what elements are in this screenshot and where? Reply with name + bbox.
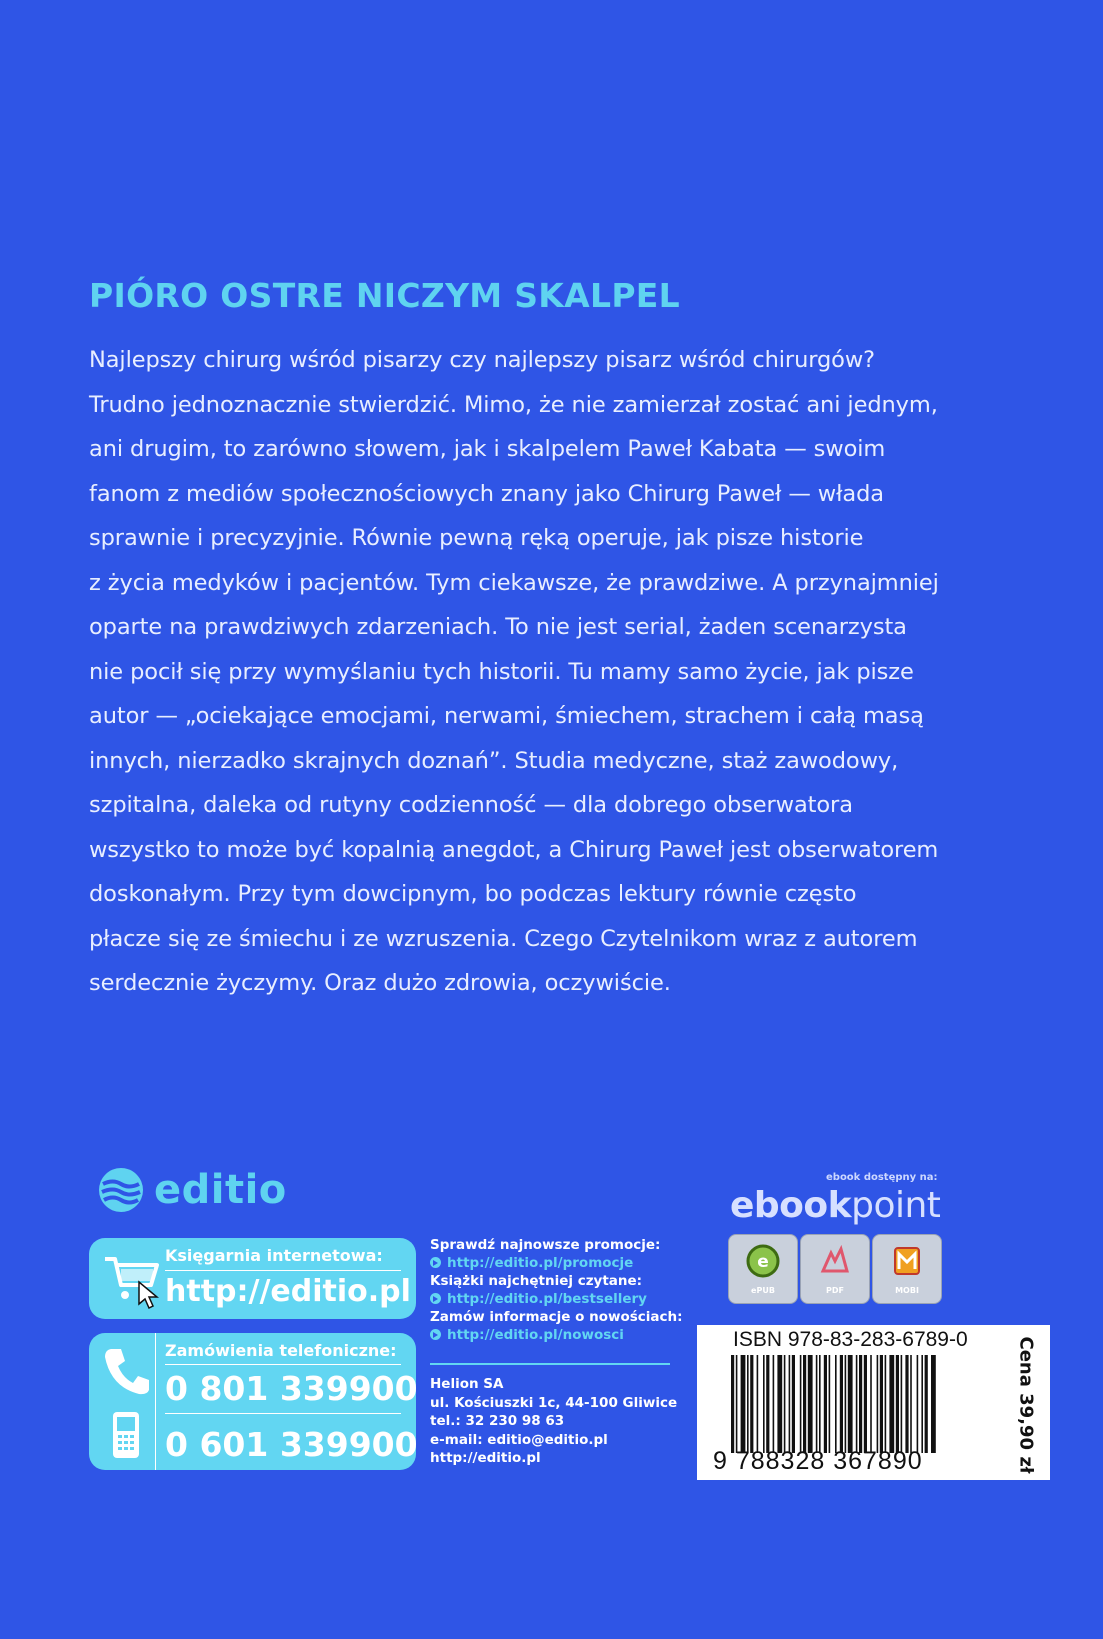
blurb-line: doskonałym. Przy tym dowcipnym, bo podczas lektury równie często: [89, 881, 857, 907]
blurb-line: fanom z mediów społecznościowych znany jako Chirurg Paweł — włada: [89, 480, 884, 507]
barcode-digits: 9 788328 367890: [713, 1447, 923, 1475]
barcode-bar: [880, 1355, 883, 1453]
phone-handset-icon: [101, 1345, 151, 1397]
format-label: ePUB: [751, 1286, 775, 1295]
phone-number-1[interactable]: 0 801 339900: [165, 1369, 418, 1408]
barcode-bar: [750, 1355, 753, 1453]
barcode-bar: [921, 1355, 923, 1453]
barcode-bar: [864, 1355, 867, 1453]
barcode-bar: [757, 1355, 759, 1453]
blurb-line: Trudno jednoznacznie stwierdzić. Mimo, że nie zamierzał zostać ani jednym,: [89, 391, 938, 418]
format-pdf[interactable]: [800, 1234, 870, 1304]
divider: [165, 1364, 401, 1365]
barcode-bar: [859, 1355, 862, 1453]
barcode-bar: [910, 1355, 912, 1453]
street-address: ul. Kościuszki 1c, 44-100 Gliwice: [430, 1394, 678, 1411]
shop-label: Księgarnia internetowa:: [165, 1246, 383, 1265]
barcode-bar: [803, 1355, 806, 1453]
pdf-icon: [817, 1243, 853, 1279]
cursor-icon: [137, 1280, 159, 1310]
phone-number-2[interactable]: 0 601 339900: [165, 1425, 418, 1464]
blurb-line: wszystko to może być kopalnią anegdot, a Chirurg Paweł jest obserwatorem: [89, 836, 939, 863]
promo-label: Sprawdź najnowsze promocje:: [430, 1237, 661, 1253]
blurb-line: z życia medyków i pacjentów. Tym ciekawsze, że prawdziwe. A przynajmniej: [89, 569, 939, 596]
barcode-bar: [824, 1355, 827, 1453]
barcode-bar: [931, 1355, 936, 1453]
barcode-bar: [731, 1355, 734, 1453]
blurb-line: innych, nierzadko skrajnych doznań”. Studia medyczne, staż zawodowy,: [89, 747, 899, 774]
price-label: Cena 39,90 zł: [1015, 1336, 1037, 1474]
format-epub[interactable]: [728, 1234, 798, 1304]
arrow-icon: [430, 1293, 441, 1304]
ebookpoint-logo-rest: point: [851, 1185, 941, 1226]
barcode-bar: [835, 1355, 837, 1453]
news-label: Zamów informacje o nowościach:: [430, 1309, 683, 1325]
barcode-bar: [819, 1355, 821, 1453]
barcode-bar: [747, 1355, 749, 1453]
info-divider: [430, 1363, 670, 1365]
format-label: PDF: [826, 1286, 844, 1295]
company-name: Helion SA: [430, 1376, 504, 1392]
svg-text:e: e: [757, 1252, 769, 1272]
ebookpoint-logo-bold: ebook: [730, 1185, 852, 1226]
format-label: MOBI: [895, 1286, 919, 1295]
barcode-bar: [917, 1355, 919, 1453]
divider: [165, 1270, 401, 1271]
barcode-bar: [777, 1355, 782, 1453]
barcode-bar: [784, 1355, 786, 1453]
arrow-icon: [430, 1329, 441, 1340]
blurb-line: płacze się ze śmiechu i ze wzruszenia. Czego Czytelnikom wraz z autorem: [89, 925, 918, 952]
barcode-bar: [885, 1355, 887, 1453]
epub-icon: [745, 1243, 781, 1279]
section-heading: PIÓRO OSTRE NICZYM SKALPEL: [89, 276, 680, 315]
barcode-bar: [816, 1355, 818, 1453]
barcode-bar: [792, 1355, 795, 1453]
barcode-bar: [845, 1355, 847, 1453]
ebook-caption: ebook dostępny na:: [826, 1172, 938, 1183]
ebookpoint-logo[interactable]: [730, 1185, 940, 1226]
barcode-bar: [901, 1355, 903, 1453]
barcode-bar: [763, 1355, 765, 1453]
website[interactable]: http://editio.pl: [430, 1450, 541, 1466]
barcode-bar: [856, 1355, 858, 1453]
email[interactable]: e-mail: editio@editio.pl: [430, 1431, 608, 1448]
blurb: [89, 338, 939, 1006]
editio-wordmark: editio: [154, 1167, 287, 1213]
barcode-panel: [697, 1325, 1050, 1480]
barcode-bar: [741, 1355, 746, 1453]
barcode-bar: [905, 1355, 908, 1453]
barcode-bar: [870, 1355, 872, 1453]
mobi-icon: [889, 1243, 925, 1279]
barcode-bar: [889, 1355, 894, 1453]
online-shop-box[interactable]: [89, 1238, 416, 1319]
phone-label: Zamówienia telefoniczne:: [165, 1341, 397, 1360]
blurb-line: autor — „ociekające emocjami, nerwami, śmiechem, strachem i całą masą: [89, 703, 924, 729]
barcode-bar: [840, 1355, 843, 1453]
isbn: ISBN 978-83-283-6789-0: [733, 1328, 968, 1351]
barcode-bar: [896, 1355, 899, 1453]
publisher-address: [430, 1375, 677, 1468]
bestsellers-link[interactable]: http://editio.pl/bestsellery: [447, 1291, 647, 1307]
blurb-line: nie pocił się przy wymyślaniu tych historii. Tu mamy samo życie, jak pisze: [89, 658, 914, 685]
phone-orders-box: [89, 1333, 416, 1470]
barcode-bar: [877, 1355, 879, 1453]
barcode-bar: [766, 1355, 769, 1453]
vertical-divider: [155, 1333, 156, 1470]
shop-url[interactable]: http://editio.pl: [165, 1274, 411, 1309]
promo-links: [430, 1236, 683, 1344]
blurb-line: szpitalna, daleka od rutyny codzienność — dla dobrego obserwatora: [89, 792, 853, 818]
barcode-bars: [731, 1355, 977, 1453]
format-mobi[interactable]: [872, 1234, 942, 1304]
barcode-bar: [848, 1355, 853, 1453]
editio-logo[interactable]: [98, 1167, 287, 1213]
blurb-line: Najlepszy chirurg wśród pisarzy czy najlepszy pisarz wśród chirurgów?: [89, 347, 875, 373]
blurb-line: serdecznie życzymy. Oraz dużo zdrowia, oczywiście.: [89, 970, 671, 996]
news-link[interactable]: http://editio.pl/nowosci: [447, 1327, 624, 1343]
editio-wave-icon: [98, 1167, 144, 1213]
bestsellers-label: Książki najchętniej czytane:: [430, 1273, 643, 1289]
arrow-icon: [430, 1257, 441, 1268]
barcode-bar: [808, 1355, 813, 1453]
blurb-line: ani drugim, to zarówno słowem, jak i skalpelem Paweł Kabata — swoim: [89, 436, 886, 462]
barcode-bar: [925, 1355, 928, 1453]
barcode-bar: [789, 1355, 791, 1453]
price: [1011, 1335, 1041, 1475]
telephone: tel.: 32 230 98 63: [430, 1413, 565, 1429]
divider: [165, 1413, 401, 1414]
barcode-bar: [736, 1355, 738, 1453]
promo-link[interactable]: http://editio.pl/promocje: [447, 1255, 634, 1271]
blurb-line: oparte na prawdziwych zdarzeniach. To nie jest serial, żaden scenarzysta: [89, 614, 907, 640]
barcode-bar: [800, 1355, 802, 1453]
barcode-bar: [773, 1355, 775, 1453]
mobile-phone-icon: [111, 1410, 141, 1460]
blurb-line: sprawnie i precyzyjnie. Równie pewną ręką operuje, jak pisze historie: [89, 525, 864, 551]
barcode-bar: [829, 1355, 831, 1453]
